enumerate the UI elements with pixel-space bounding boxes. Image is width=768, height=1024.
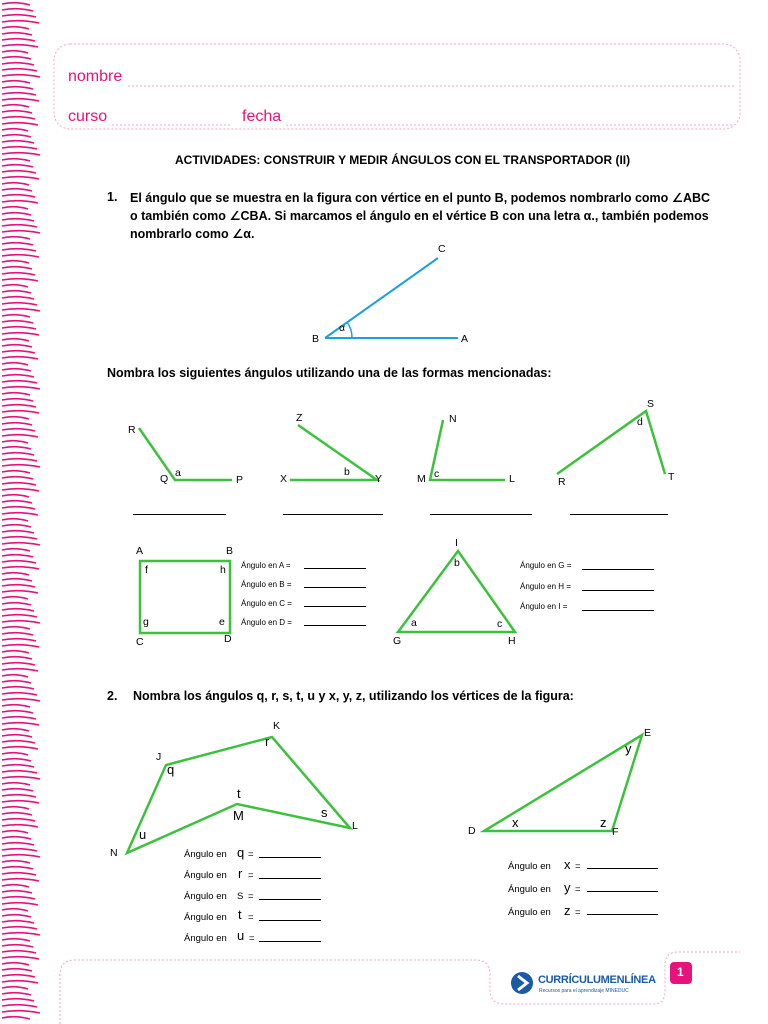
label-b: B bbox=[312, 333, 320, 345]
q2-text: Nombra los ángulos q, r, s, t, u y x, y, z, utilizando los vértices de la figura: bbox=[133, 689, 574, 703]
q1-line3: nombrarlo como ∠α. bbox=[130, 227, 255, 241]
nombre-label: nombre bbox=[68, 68, 123, 85]
footer-brand: CURRÍCULUMENLÍNEA bbox=[538, 974, 656, 986]
sq-d: D bbox=[224, 633, 232, 645]
footer-tagline: Recursos para el aprendizaje MINEDUC bbox=[539, 988, 629, 994]
fig1-j: J bbox=[156, 751, 162, 763]
fig2-d: D bbox=[468, 825, 476, 837]
fig1-prefix-q: Ángulo en bbox=[184, 849, 227, 860]
a4-s: S bbox=[647, 398, 655, 410]
a1-q: Q bbox=[160, 473, 169, 485]
a3-n: N bbox=[449, 413, 457, 425]
a3-l: L bbox=[509, 473, 515, 485]
a4-d: d bbox=[637, 416, 643, 428]
fig2-prefix-z: Ángulo en bbox=[508, 907, 551, 918]
fig2-ans-x: x bbox=[564, 857, 571, 872]
fig1-prefix-t: Ángulo en bbox=[184, 912, 227, 923]
tri-g: G bbox=[393, 635, 402, 647]
fig2-f: F bbox=[612, 826, 619, 838]
sq-h: h bbox=[220, 564, 226, 576]
a3-c: c bbox=[434, 468, 440, 480]
q1-line2: o también como ∠CBA. Si marcamos el ángulo en el vértice B con una letra α., también podemos bbox=[130, 209, 709, 223]
page-title: ACTIVIDADES: CONSTRUIR Y MEDIR ÁNGULOS CON EL TRANSPORTADOR (II) bbox=[175, 153, 631, 167]
fig2-prefix-x: Ángulo en bbox=[508, 861, 551, 872]
tri-i: I bbox=[455, 537, 458, 549]
fig1-ans-t: t bbox=[238, 907, 242, 922]
fig1-ans-s: S bbox=[237, 891, 244, 902]
sq-b: B bbox=[226, 545, 234, 557]
a3-m: M bbox=[417, 473, 426, 485]
a4-t: T bbox=[668, 471, 675, 483]
q1-number: 1. bbox=[107, 190, 118, 204]
a1-p: P bbox=[236, 474, 244, 486]
tri-label-i: Ángulo en I = bbox=[520, 602, 568, 611]
fig1-ans-u: u bbox=[237, 928, 245, 943]
fig1-s: s bbox=[321, 805, 328, 820]
fig2-e: E bbox=[644, 727, 652, 739]
label-a: A bbox=[461, 333, 469, 345]
fig2-prefix-y: Ángulo en bbox=[508, 884, 551, 895]
a2-z: Z bbox=[296, 412, 303, 424]
fig1-q: q bbox=[167, 762, 175, 777]
label-c: C bbox=[438, 243, 446, 255]
fig1-prefix-u: Ángulo en bbox=[184, 933, 227, 944]
instruction: Nombra los siguientes ángulos utilizando una de las formas mencionadas: bbox=[107, 366, 552, 380]
a1-a: a bbox=[175, 467, 181, 479]
tri-label-h: Ángulo en H = bbox=[520, 582, 571, 591]
a2-b: b bbox=[344, 466, 350, 478]
tri-label-g: Ángulo en G = bbox=[520, 561, 572, 570]
curso-label: curso bbox=[68, 108, 108, 125]
fig1-u: u bbox=[139, 827, 147, 842]
a2-y: Y bbox=[375, 473, 383, 485]
tri-h: H bbox=[508, 635, 516, 647]
q2-number: 2. bbox=[107, 689, 118, 703]
fig2-x: x bbox=[512, 815, 519, 830]
sq-label-c: Ángulo en C = bbox=[241, 599, 292, 608]
fig1-n: N bbox=[110, 847, 118, 859]
sq-a: A bbox=[136, 545, 144, 557]
fig2-z: z bbox=[600, 815, 607, 830]
fig1-prefix-r: Ángulo en bbox=[184, 870, 227, 881]
fig2-y: y bbox=[625, 741, 632, 756]
fig1-m: M bbox=[233, 808, 244, 823]
sq-c: C bbox=[136, 636, 144, 648]
q1-line1: El ángulo que se muestra en la figura con vértice en el punto B, podemos nombrarlo como ∠ABC bbox=[130, 191, 711, 205]
fig1-k: K bbox=[273, 720, 281, 732]
a4-r: R bbox=[558, 476, 566, 488]
a2-x: X bbox=[280, 473, 288, 485]
fig1-prefix-s: Ángulo en bbox=[184, 891, 227, 902]
fig2-ans-z: z bbox=[564, 903, 571, 918]
sq-e: e bbox=[219, 616, 225, 628]
fig2-ans-y: y bbox=[564, 880, 571, 895]
fecha-label: fecha bbox=[242, 108, 282, 125]
page-number: 1 bbox=[677, 965, 684, 979]
fig1-r: r bbox=[265, 734, 270, 749]
sq-g: g bbox=[143, 616, 149, 628]
sq-label-a: Ángulo en A = bbox=[241, 561, 291, 570]
sq-label-d: Ángulo en D = bbox=[241, 618, 292, 627]
fig1-l: L bbox=[352, 820, 358, 832]
curriculum-logo-icon bbox=[511, 972, 533, 994]
fig1-ans-r: r bbox=[238, 866, 243, 881]
label-alpha: α bbox=[339, 322, 346, 334]
sq-f: f bbox=[145, 564, 148, 576]
tri-a: a bbox=[411, 617, 417, 629]
a1-r: R bbox=[128, 424, 136, 436]
fig1-ans-q: q bbox=[237, 845, 245, 860]
fig1-t: t bbox=[237, 786, 241, 801]
tri-c: c bbox=[497, 618, 503, 630]
worksheet-page: nombre curso fecha ACTIVIDADES: CONSTRUIR Y MEDIR ÁNGULOS CON EL TRANSPORTADOR (II) 1. El ángulo que se muestra en la figura con vértice en el punto B, podemos nombrarlo como ∠ABC o también como ∠CBA. Si marcamos el ángulo en el vértice B con una letra α., también podemos nombrarlo como ∠α. B A C α Nombra los siguientes ángulos utilizando una de las formas mencionadas: R Q P a Z X Y b N M L c S R T d A B C D f h g e Ángulo en A = Ángulo en B = Ángulo en C = Ángulo en D = I G H a b c Ángulo en G = Ángulo en H = Ángulo en I = 2. Nombra los ángulos q, r, s, t, u y x, y, z, utilizando los vértices de la figura: J K L M N q r s t u D E F x y z Ángulo en q = Ángulo en r = Ángulo en S = Ángulo en t = Ángulo en u = Ángulo en x = Ángulo en y = Ángulo en z = CURRÍCULUMENLÍNEA Recursos para el aprendizaje MINEDUC 1 bbox=[0, 0, 768, 1024]
tri-b: b bbox=[454, 557, 460, 569]
sq-label-b: Ángulo en B = bbox=[241, 580, 292, 589]
